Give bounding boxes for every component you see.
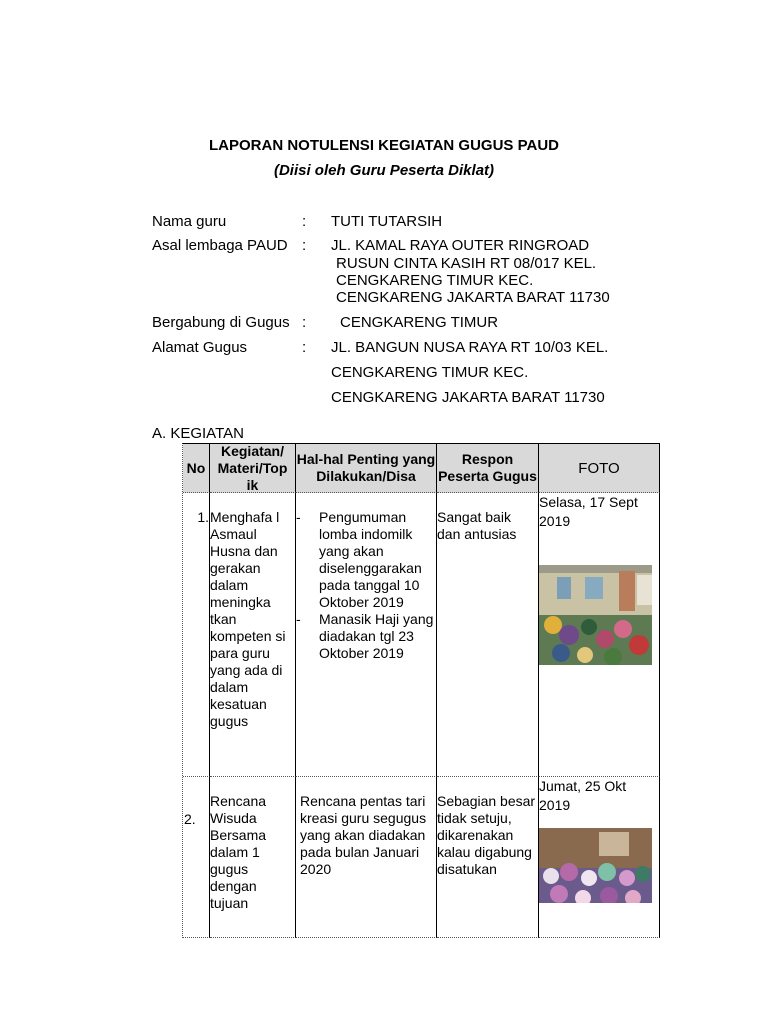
hal-cell (296, 493, 437, 777)
colon: : (302, 237, 307, 254)
foto-cell (539, 777, 660, 938)
bergabung-label: Bergabung di Gugus (152, 314, 290, 331)
alamat-line-3: CENGKARENG JAKARTA BARAT 11730 (331, 389, 605, 406)
asal-line-4: CENGKARENG JAKARTA BARAT 11730 (336, 289, 610, 306)
row-number: 2. (183, 777, 210, 938)
bergabung-value: CENGKARENG TIMUR (340, 314, 499, 331)
activity-photo (539, 565, 652, 665)
foto-cell (539, 493, 660, 777)
respon-cell: Sebagian besar tidak setuju, dikarenakan kalau digabung disatukan (437, 777, 539, 938)
row-number: 1. (183, 493, 210, 777)
header-no: No (183, 444, 210, 493)
list-item: - Pengumuman lomba indomilk yang akan diselenggarakan pada tanggal 10 Oktober 2019 (296, 509, 436, 611)
alamat-line-1: JL. BANGUN NUSA RAYA RT 10/03 KEL. (331, 339, 609, 356)
foto-date: Selasa, 17 Sept 2019 (539, 494, 638, 529)
colon: : (302, 339, 307, 356)
respon-cell: Sangat baik dan antusias (437, 493, 539, 777)
activity-photo (539, 828, 652, 903)
list-item: - Manasik Haji yang diadakan tgl 23 Oktober 2019 (296, 611, 436, 662)
header-hal: Hal-hal Penting yang Dilakukan/Disa (296, 444, 437, 493)
kegiatan-cell: Rencana Wisuda Bersama dalam 1 gugus dengan tujuan (210, 777, 296, 938)
table-row (183, 493, 660, 777)
kegiatan-cell: Menghafa l Asmaul Husna dan gerakan dalam meningka tkan kompeten si para guru yang ada di dalam kesatuan gugus (210, 493, 296, 777)
kegiatan-table (182, 443, 660, 938)
asal-line-3: CENGKARENG TIMUR KEC. (336, 272, 534, 289)
asal-lembaga-label: Asal lembaga PAUD (152, 237, 288, 254)
nama-guru-label: Nama guru (152, 213, 227, 230)
table-row (183, 777, 660, 938)
alamat-line-2: CENGKARENG TIMUR KEC. (331, 364, 529, 381)
document-subtitle: (Diisi oleh Guru Peserta Diklat) (273, 162, 495, 179)
header-foto: FOTO (539, 444, 660, 493)
header-kegiatan: Kegiatan/ Materi/Top ik (210, 444, 296, 493)
header-respon: Respon Peserta Gugus (437, 444, 539, 493)
asal-line-2: RUSUN CINTA KASIH RT 08/017 KEL. (336, 255, 597, 272)
foto-date: Jumat, 25 Okt 2019 (539, 778, 627, 813)
nama-guru-value: TUTI TUTARSIH (331, 213, 443, 230)
asal-line-1: JL. KAMAL RAYA OUTER RINGROAD (331, 237, 590, 254)
colon: : (302, 314, 307, 331)
colon: : (302, 213, 307, 230)
section-heading: A. KEGIATAN (152, 425, 244, 442)
alamat-gugus-label: Alamat Gugus (152, 339, 248, 356)
hal-cell: Rencana pentas tari kreasi guru segugus yang akan diadakan pada bulan Januari 2020 (296, 777, 437, 938)
document-title: LAPORAN NOTULENSI KEGIATAN GUGUS PAUD (208, 137, 559, 154)
